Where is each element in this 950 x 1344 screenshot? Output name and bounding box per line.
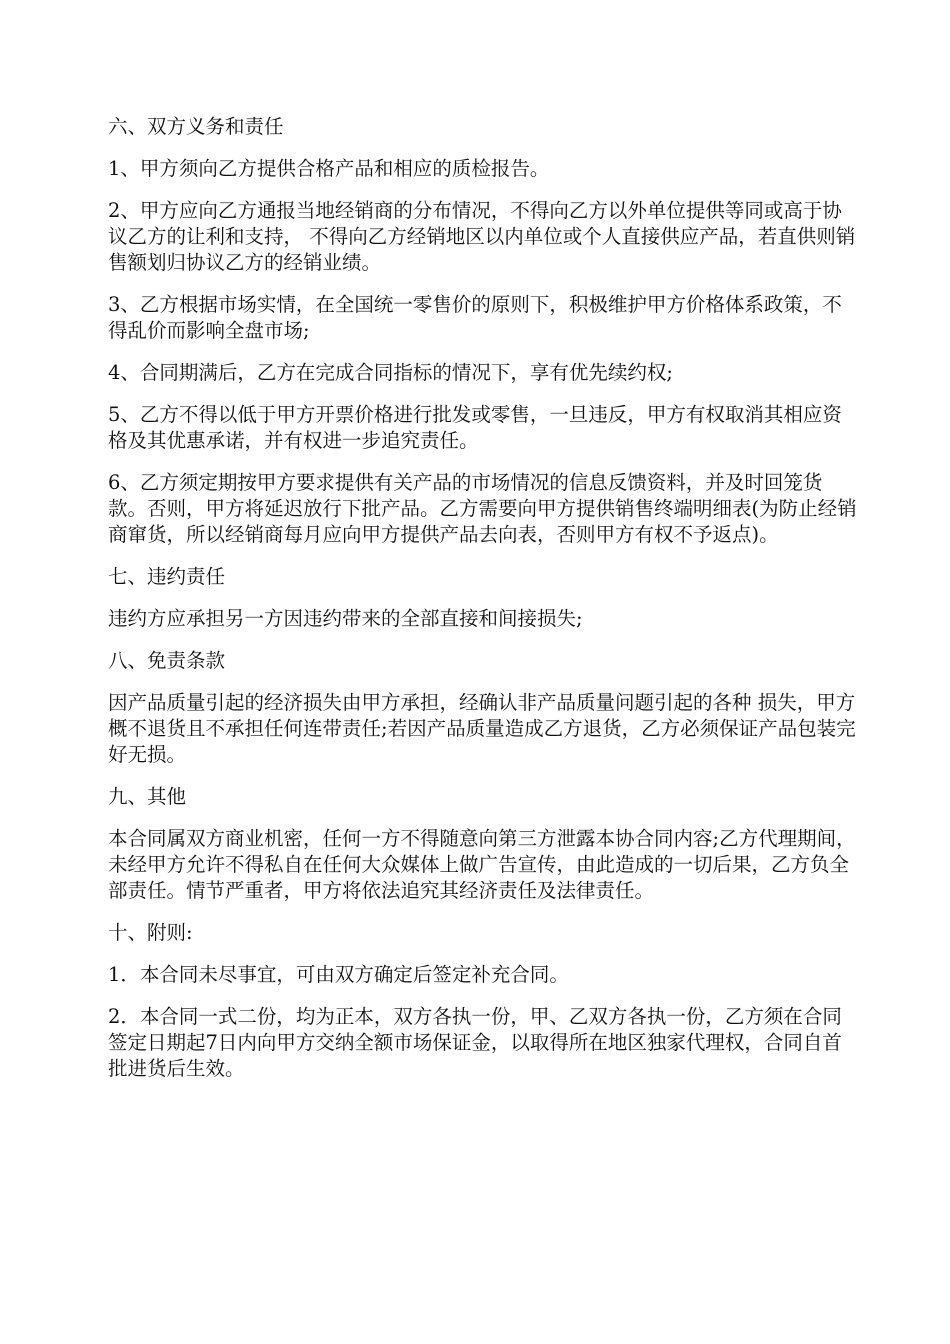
clause-supplementary-1: 1．本合同未尽事宜，可由双方确定后签定补充合同。 (108, 963, 569, 986)
clause-exemption: 因产品质量引起的经济损失由甲方承担，经确认非产品质量问题引起的各种 损失，甲方概不退货且不承担任何连带责任;若因产品质量造成乙方退货，乙方必须保证产品包装完好无损。 (108, 691, 856, 766)
clause-6-1: 1、甲方须向乙方提供合格产品和相应的质检报告。 (108, 157, 550, 180)
section-heading-breach: 七、违约责任 (108, 565, 226, 588)
clause-6-2: 2、甲方应向乙方通报当地经销商的分布情况，不得向乙方以外单位提供等同或高于协议乙方的让利和支持， 不得向乙方经销地区以内单位或个人直接供应产品，若直供则销售额划归协议乙方的经销业绩。 (108, 199, 856, 274)
clause-6-3: 3、乙方根据市场实情，在全国统一零售价的原则下，积极维护甲方价格体系政策，不得乱价而影响全盘市场; (108, 293, 842, 342)
clause-supplementary-2: 2．本合同一式二份，均为正本，双方各执一份，甲、乙双方各执一份，乙方须在合同签定日期起7日内向甲方交纳全额市场保证金，以取得所在地区独家代理权，合同自首批进货后生效。 (108, 1005, 842, 1080)
document-body (108, 114, 860, 1098)
clause-breach: 违约方应承担另一方因违约带来的全部直接和间接损失; (108, 607, 583, 630)
clause-6-5: 5、乙方不得以低于甲方开票价格进行批发或零售，一旦违反，甲方有权取消其相应资格及其优惠承诺，并有权进一步追究责任。 (108, 403, 842, 452)
section-heading-other: 九、其他 (108, 785, 187, 808)
clause-6-6: 6、乙方须定期按甲方要求提供有关产品的市场情况的信息反馈资料，并及时回笼货款。否则，甲方将延迟放行下批产品。乙方需要向甲方提供销售终端明细表(为防止经销商窜货，所以经销商每月应向甲方提供产品去向表，否则甲方有权不予返点)。 (108, 471, 857, 546)
section-heading-exemption: 八、免责条款 (108, 649, 226, 672)
clause-6-4: 4、合同期满后，乙方在完成合同指标的情况下，享有优先续约权; (108, 361, 673, 384)
clause-other: 本合同属双方商业机密，任何一方不得随意向第三方泄露本协合同内容;乙方代理期间，未经甲方允许不得私自在任何大众媒体上做广告宣传，由此造成的一切后果，乙方负全部责任。情节严重者，甲方将依法追究其经济责任及法律责任。 (108, 827, 856, 902)
section-heading-supplementary: 十、附则: (108, 921, 193, 944)
section-heading-obligations: 六、双方义务和责任 (108, 115, 284, 138)
